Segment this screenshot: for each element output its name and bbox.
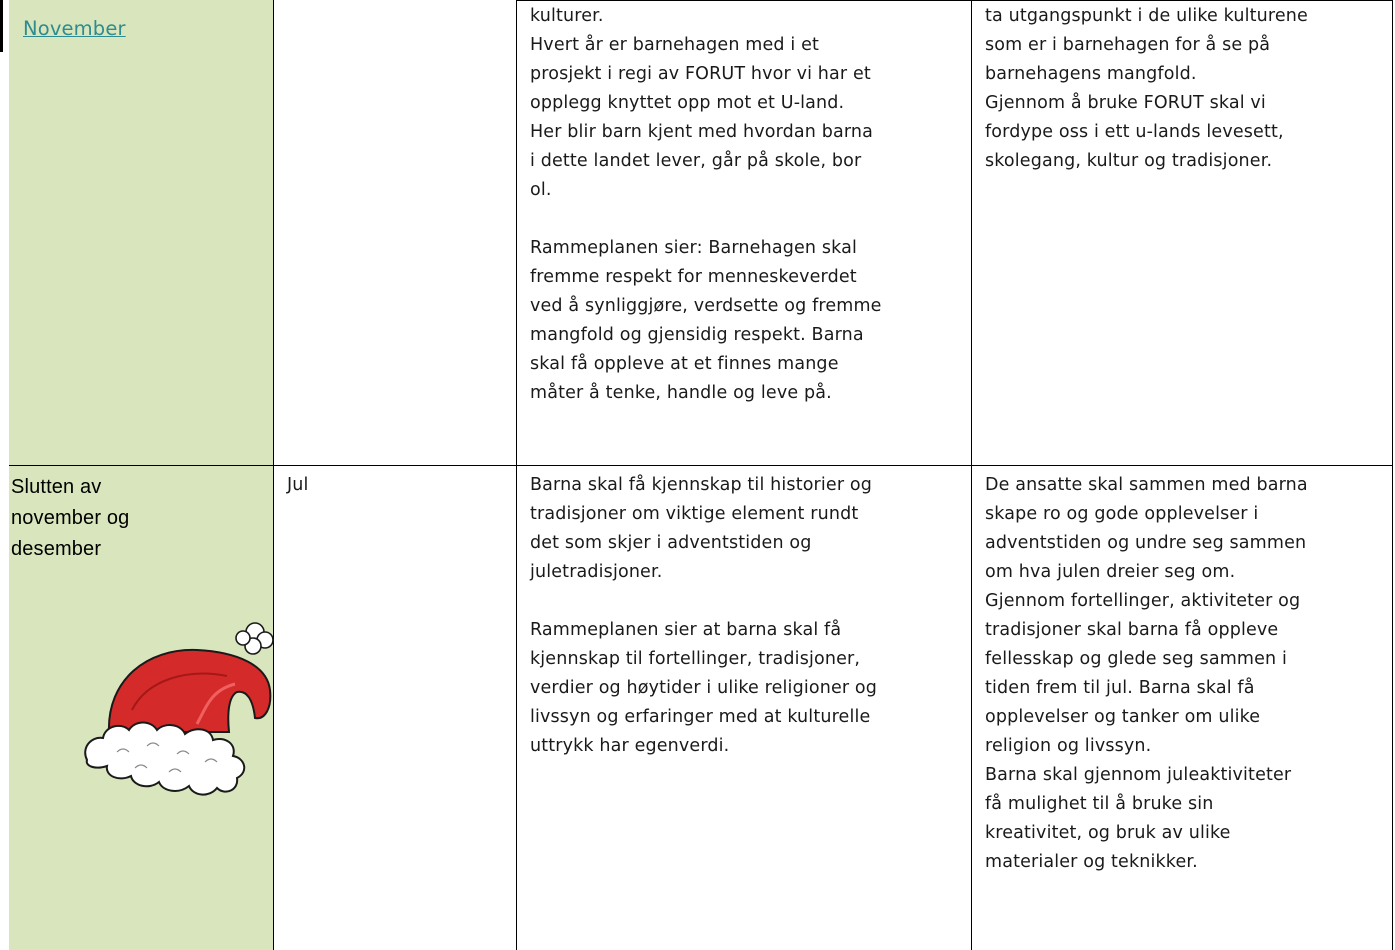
text-line: i dette landet lever, går på skole, bor bbox=[530, 151, 862, 171]
text-line: Barna skal få kjennskap til historier og bbox=[530, 475, 873, 495]
text-line: Barna skal gjennom juleaktiviteter bbox=[985, 765, 1292, 785]
column-divider-4 bbox=[1392, 0, 1393, 950]
text-line: Rammeplanen sier: Barnehagen skal bbox=[530, 238, 857, 258]
text-line: ol. bbox=[530, 180, 552, 200]
text-line: ta utgangspunkt i de ulike kulturene bbox=[985, 6, 1308, 26]
page-edge-mark bbox=[0, 0, 3, 52]
text-line: opplevelser og tanker om ulike bbox=[985, 707, 1261, 727]
text-line: barnehagens mangfold. bbox=[985, 64, 1197, 84]
goals-cell-november bbox=[530, 2, 882, 408]
month-title-line: Slutten av bbox=[11, 476, 102, 498]
text-line: fremme respekt for menneskeverdet bbox=[530, 267, 857, 287]
text-line: kreativitet, og bruk av ulike bbox=[985, 823, 1231, 843]
text-line: De ansatte skal sammen med barna bbox=[985, 475, 1308, 495]
text-line: Her blir barn kjent med hvordan barna bbox=[530, 122, 874, 142]
text-line: kulturer. bbox=[530, 6, 604, 26]
text-line: fordype oss i ett u-lands levesett, bbox=[985, 122, 1284, 142]
method-cell-december bbox=[985, 471, 1308, 877]
theme-text: Jul bbox=[287, 475, 309, 495]
text-line: kjennskap til fortellinger, tradisjoner, bbox=[530, 649, 861, 669]
row-divider bbox=[9, 465, 1393, 466]
text-line: materialer og teknikker. bbox=[985, 852, 1198, 872]
column-divider-3 bbox=[971, 0, 972, 950]
text-line: som er i barnehagen for å se på bbox=[985, 35, 1271, 55]
month-title-line: november og bbox=[11, 507, 130, 529]
text-line bbox=[530, 205, 882, 234]
theme-cell-december bbox=[287, 471, 309, 500]
text-line: verdier og høytider i ulike religioner og bbox=[530, 678, 878, 698]
month-cell-december bbox=[11, 472, 129, 565]
text-line: opplegg knyttet opp mot et U-land. bbox=[530, 93, 845, 113]
text-line: uttrykk har egenverdi. bbox=[530, 736, 730, 756]
text-line: prosjekt i regi av FORUT hvor vi har et bbox=[530, 64, 871, 84]
text-line: tiden frem til jul. Barna skal få bbox=[985, 678, 1255, 698]
column-divider-2 bbox=[516, 0, 517, 950]
goals-cell-december bbox=[530, 471, 877, 761]
text-line: Gjennom å bruke FORUT skal vi bbox=[985, 93, 1266, 113]
text-line: mangfold og gjensidig respekt. Barna bbox=[530, 325, 864, 345]
row-top-border bbox=[516, 0, 1393, 1]
plan-table bbox=[9, 0, 1394, 950]
method-cell-november bbox=[985, 2, 1308, 176]
text-line: skal få oppleve at et finnes mange bbox=[530, 354, 839, 374]
text-line: det som skjer i adventstiden og bbox=[530, 533, 812, 553]
month-title-line: desember bbox=[11, 538, 102, 560]
text-line: om hva julen dreier seg om. bbox=[985, 562, 1236, 582]
text-line: tradisjoner skal barna få oppleve bbox=[985, 620, 1279, 640]
text-line: adventstiden og undre seg sammen bbox=[985, 533, 1307, 553]
november-link[interactable]: November bbox=[23, 17, 126, 40]
text-line: Hvert år er barnehagen med i et bbox=[530, 35, 820, 55]
text-line: tradisjoner om viktige element rundt bbox=[530, 504, 859, 524]
text-line: fellesskap og glede seg sammen i bbox=[985, 649, 1288, 669]
text-line: ved å synliggjøre, verdsette og fremme bbox=[530, 296, 882, 316]
column-divider-1 bbox=[273, 0, 274, 950]
text-line: måter å tenke, handle og leve på. bbox=[530, 383, 832, 403]
text-line: Rammeplanen sier at barna skal få bbox=[530, 620, 842, 640]
text-line: Gjennom fortellinger, aktiviteter og bbox=[985, 591, 1301, 611]
month-cell-november bbox=[23, 14, 126, 45]
text-line: skape ro og gode opplevelser i bbox=[985, 504, 1259, 524]
text-line: religion og livssyn. bbox=[985, 736, 1152, 756]
text-line: skolegang, kultur og tradisjoner. bbox=[985, 151, 1273, 171]
santa-hat-icon bbox=[77, 620, 277, 800]
text-line: juletradisjoner. bbox=[530, 562, 663, 582]
text-line bbox=[530, 587, 877, 616]
text-line: livssyn og erfaringer med at kulturelle bbox=[530, 707, 871, 727]
text-line: få mulighet til å bruke sin bbox=[985, 794, 1214, 814]
